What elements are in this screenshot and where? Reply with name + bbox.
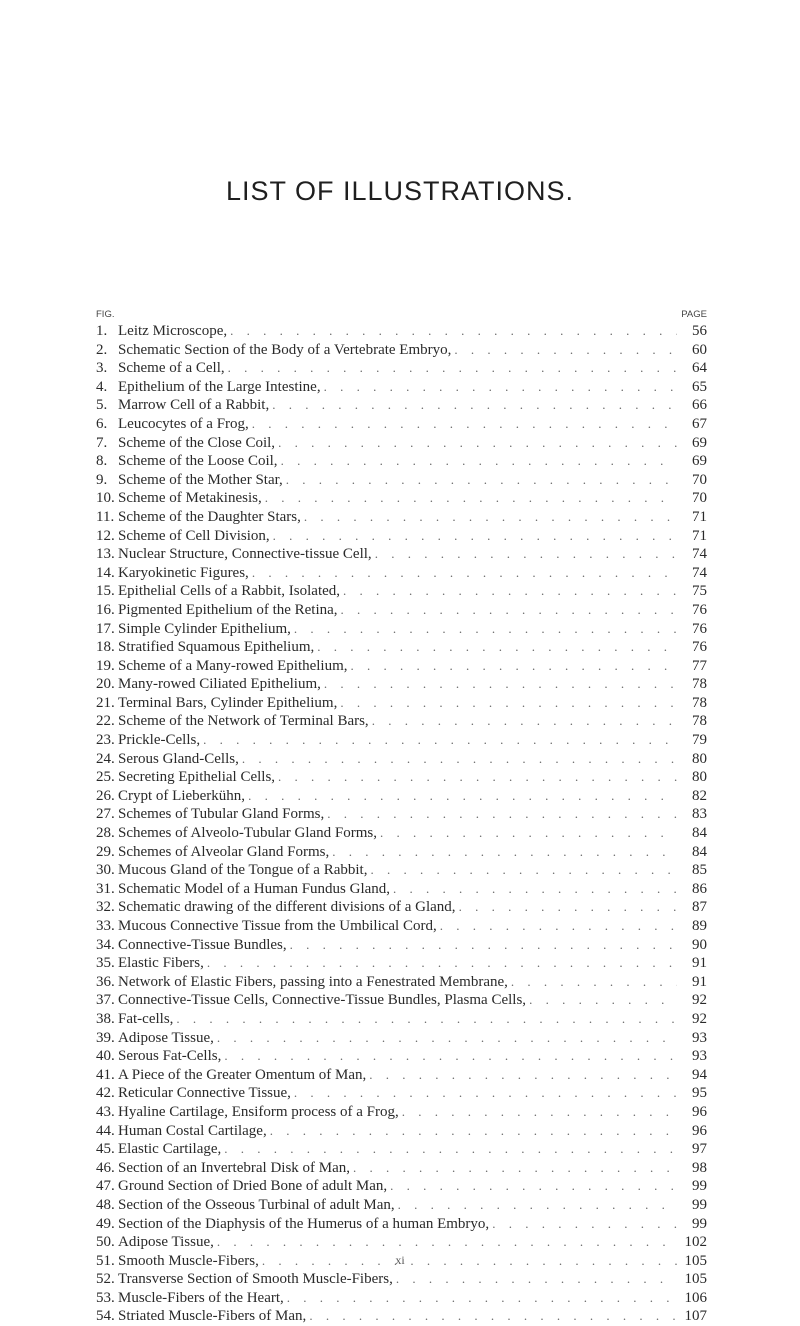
page-number: 77: [692, 657, 707, 674]
dot-leader: [317, 638, 677, 657]
figure-number: 37.: [96, 992, 115, 1009]
page-number: 78: [692, 694, 707, 711]
illustration-entry: [96, 1159, 707, 1178]
figure-title: Schematic drawing of the different divisions of a Gland,: [118, 899, 456, 916]
illustration-entry: [96, 396, 707, 415]
dot-leader: [396, 1270, 677, 1289]
page-number: 99: [692, 1178, 707, 1195]
figure-title: Hyaline Cartilage, Ensiform process of a Frog,: [118, 1103, 399, 1120]
dot-leader: [230, 322, 677, 341]
dot-leader: [380, 824, 677, 843]
illustration-entry: [96, 731, 707, 750]
illustration-entry: [96, 1084, 707, 1103]
figure-title: Many-rowed Ciliated Epithelium,: [118, 676, 321, 693]
figure-number: 45.: [96, 1141, 115, 1158]
page-number: 69: [692, 434, 707, 451]
dot-leader: [324, 378, 677, 397]
figure-title: Karyokinetic Figures,: [118, 564, 249, 581]
figure-number: 24.: [96, 750, 115, 767]
dot-leader: [375, 545, 677, 564]
figure-number: 54.: [96, 1308, 115, 1325]
figure-number: 8.: [96, 453, 108, 470]
illustration-entry: [96, 1140, 707, 1159]
page-number: 85: [692, 862, 707, 879]
illustration-entry: [96, 434, 707, 453]
figure-number: 7.: [96, 434, 108, 451]
illustration-entry: [96, 322, 707, 341]
dot-leader: [273, 527, 677, 546]
figure-title: Nuclear Structure, Connective-tissue Cell,: [118, 546, 372, 563]
figure-number: 47.: [96, 1178, 115, 1195]
illustration-entry: [96, 638, 707, 657]
dot-leader: [343, 582, 677, 601]
page-number: 56: [692, 323, 707, 339]
illustration-entry: [96, 359, 707, 378]
figure-title: Scheme of Cell Division,: [118, 527, 270, 544]
illustration-entry: [96, 1196, 707, 1215]
figure-title: Leucocytes of a Frog,: [118, 415, 249, 432]
illustration-entry: [96, 1047, 707, 1066]
page-number: 79: [692, 732, 707, 749]
dot-leader: [440, 917, 677, 936]
illustration-entry: [96, 620, 707, 639]
illustration-entry: [96, 1066, 707, 1085]
page-number: 76: [692, 639, 707, 656]
figure-title: Smooth Muscle-Fibers,: [118, 1252, 259, 1269]
figure-title: Scheme of the Daughter Stars,: [118, 508, 301, 525]
figure-number: 41.: [96, 1066, 115, 1083]
dot-leader: [207, 954, 677, 973]
page-number: 86: [692, 880, 707, 897]
page-number: 76: [692, 601, 707, 618]
figure-number: 48.: [96, 1196, 115, 1213]
dot-leader: [393, 880, 677, 899]
dot-leader: [270, 1122, 677, 1141]
figure-title: Schemes of Tubular Gland Forms,: [118, 806, 325, 823]
page-number: 70: [692, 490, 707, 507]
dot-leader: [351, 657, 677, 676]
illustration-entry: [96, 805, 707, 824]
figure-number: 14.: [96, 564, 115, 581]
page-column-header: PAGE: [681, 309, 707, 320]
figure-number: 25.: [96, 769, 115, 786]
figure-title: Mucous Gland of the Tongue of a Rabbit,: [118, 862, 368, 879]
dot-leader: [217, 1233, 677, 1252]
figure-title: Reticular Connective Tissue,: [118, 1085, 291, 1102]
figure-number: 30.: [96, 862, 115, 879]
dot-leader: [511, 973, 677, 992]
dot-leader: [203, 731, 677, 750]
figure-title: Crypt of Lieberkühn,: [118, 787, 246, 804]
figure-title: Epithelium of the Large Intestine,: [118, 378, 321, 395]
illustration-entry: [96, 1177, 707, 1196]
figure-number: 43.: [96, 1103, 115, 1120]
illustration-entry: [96, 564, 707, 583]
figure-title: Schemes of Alveolar Gland Forms,: [118, 843, 330, 860]
figure-title: Elastic Fibers,: [118, 955, 204, 972]
figure-title: Schematic Model of a Human Fundus Gland,: [118, 880, 391, 897]
page-folio: xi: [395, 1253, 405, 1267]
figure-number: 18.: [96, 639, 115, 656]
figure-number: 52.: [96, 1271, 115, 1288]
page-number: 71: [692, 508, 707, 525]
page-number: 84: [692, 843, 707, 860]
dot-leader: [228, 359, 677, 378]
illustration-entry: [96, 415, 707, 434]
dot-leader: [353, 1159, 677, 1178]
figure-title: Adipose Tissue,: [118, 1029, 214, 1046]
figure-title: Secreting Epithelial Cells,: [118, 769, 276, 786]
page-number: 71: [692, 527, 707, 544]
page-number: 78: [692, 676, 707, 693]
figure-title: Marrow Cell of a Rabbit,: [118, 397, 270, 414]
figure-title: Section of the Diaphysis of the Humerus of a human Embryo,: [118, 1215, 490, 1232]
page-number: 74: [692, 564, 707, 581]
dot-leader: [272, 396, 677, 415]
figure-title: Scheme of the Mother Star,: [118, 471, 283, 488]
page-number: 80: [692, 750, 707, 767]
figure-number: 2.: [96, 341, 108, 358]
dot-leader: [341, 601, 677, 620]
page-number: 99: [692, 1196, 707, 1213]
dot-leader: [265, 489, 677, 508]
illustration-entry: [96, 341, 707, 360]
figure-title: Network of Elastic Fibers, passing into a Fenestrated Membrane,: [118, 973, 508, 990]
dot-leader: [176, 1010, 677, 1029]
figure-number: 19.: [96, 657, 115, 674]
page-number: 60: [692, 341, 707, 358]
page-number: 93: [692, 1048, 707, 1065]
column-headers: [96, 309, 707, 321]
illustration-entry: [96, 1122, 707, 1141]
figure-number: 16.: [96, 601, 115, 618]
figure-number: 5.: [96, 397, 108, 414]
page-number: 67: [692, 415, 707, 432]
dot-leader: [332, 843, 677, 862]
page-number: 102: [684, 1234, 707, 1251]
figure-number: 6.: [96, 415, 108, 432]
illustration-entry: [96, 471, 707, 490]
illustration-entry: [96, 991, 707, 1010]
dot-leader: [324, 675, 677, 694]
figure-number: 51.: [96, 1252, 115, 1269]
figure-number: 17.: [96, 620, 115, 637]
dot-leader: [372, 712, 677, 731]
fig-column-header: FIG.: [96, 309, 115, 320]
figure-title: Scheme of a Cell,: [118, 360, 225, 377]
figure-number: 21.: [96, 694, 115, 711]
illustration-entry: [96, 1010, 707, 1029]
illustration-entry: [96, 545, 707, 564]
figure-title: Leitz Microscope,: [118, 323, 228, 339]
dot-leader: [454, 341, 677, 360]
figure-title: Schematic Section of the Body of a Vertebrate Embryo,: [118, 341, 452, 358]
illustration-entry: [96, 452, 707, 471]
illustration-entry: [96, 1103, 707, 1122]
dot-leader: [459, 898, 677, 917]
dot-leader: [248, 787, 677, 806]
illustration-entry: [96, 694, 707, 713]
illustration-entry: [96, 1215, 707, 1234]
dot-leader: [309, 1307, 677, 1326]
figure-title: Section of the Osseous Turbinal of adult Man,: [118, 1196, 395, 1213]
illustration-entry: [96, 712, 707, 731]
figure-number: 32.: [96, 899, 115, 916]
page-number: 94: [692, 1066, 707, 1083]
page-number: 96: [692, 1103, 707, 1120]
dot-leader: [242, 750, 677, 769]
figure-title: Muscle-Fibers of the Heart,: [118, 1289, 284, 1306]
illustration-entry: [96, 917, 707, 936]
page-number: 75: [692, 583, 707, 600]
figure-number: 11.: [96, 508, 115, 525]
page-number: 105: [684, 1271, 707, 1288]
dot-leader: [327, 805, 677, 824]
figure-number: 20.: [96, 676, 115, 693]
page-number: 92: [692, 1010, 707, 1027]
figure-number: 13.: [96, 546, 115, 563]
dot-leader: [529, 991, 677, 1010]
page-number: 90: [692, 936, 707, 953]
figure-title: Scheme of the Network of Terminal Bars,: [118, 713, 369, 730]
page-number: 70: [692, 471, 707, 488]
illustration-entry: [96, 936, 707, 955]
illustration-entry: [96, 489, 707, 508]
illustration-entry: [96, 1307, 707, 1326]
dot-leader: [252, 564, 677, 583]
dot-leader: [340, 694, 677, 713]
page-number: 80: [692, 769, 707, 786]
figure-title: Scheme of Metakinesis,: [118, 490, 262, 507]
page-number: 98: [692, 1159, 707, 1176]
figure-title: Connective-Tissue Cells, Connective-Tissue Bundles, Plasma Cells,: [118, 992, 527, 1009]
dot-leader: [294, 620, 677, 639]
figure-title: Ground Section of Dried Bone of adult Man,: [118, 1178, 388, 1195]
dot-leader: [402, 1103, 677, 1122]
illustration-entry: [96, 582, 707, 601]
figure-number: 34.: [96, 936, 115, 953]
illustration-entry: [96, 880, 707, 899]
page-number: 92: [692, 992, 707, 1009]
dot-leader: [369, 1066, 677, 1085]
dot-leader: [278, 768, 677, 787]
illustration-entry: [96, 1289, 707, 1308]
figure-number: 22.: [96, 713, 115, 730]
figure-number: 1.: [96, 323, 108, 339]
illustration-entry: [96, 657, 707, 676]
illustration-entry: [96, 675, 707, 694]
page-number: 89: [692, 918, 707, 934]
page-number: 91: [692, 955, 707, 972]
page-number: 78: [692, 713, 707, 730]
page-number: 84: [692, 825, 707, 842]
page-number: 64: [692, 360, 707, 377]
figure-number: 4.: [96, 378, 108, 395]
dot-leader: [294, 1084, 677, 1103]
figure-number: 35.: [96, 955, 115, 972]
figure-number: 40.: [96, 1048, 115, 1065]
figure-title: Pigmented Epithelium of the Retina,: [118, 601, 338, 618]
figure-number: 27.: [96, 806, 115, 823]
page-number: 93: [692, 1029, 707, 1046]
page-number: 83: [692, 806, 707, 823]
illustration-entry: [96, 378, 707, 397]
figure-number: 49.: [96, 1215, 115, 1232]
dot-leader: [252, 415, 677, 434]
page-number: 95: [692, 1085, 707, 1102]
figure-number: 29.: [96, 843, 115, 860]
dot-leader: [287, 1289, 677, 1308]
page-number: 69: [692, 453, 707, 470]
figure-title: Scheme of the Loose Coil,: [118, 453, 278, 470]
page-title: LIST OF ILLUSTRATIONS.: [225, 176, 575, 206]
page-number: 87: [692, 899, 707, 916]
figure-number: 3.: [96, 360, 108, 377]
figure-title: Section of an Invertebral Disk of Man,: [118, 1159, 351, 1176]
figure-title: Stratified Squamous Epithelium,: [118, 639, 315, 656]
figure-title: Striated Muscle-Fibers of Man,: [118, 1308, 307, 1325]
figure-title: Schemes of Alveolo-Tubular Gland Forms,: [118, 825, 378, 842]
illustration-entry: [96, 824, 707, 843]
figure-title: Scheme of a Many-rowed Epithelium,: [118, 657, 348, 674]
page-number: 76: [692, 620, 707, 637]
figure-title: Simple Cylinder Epithelium,: [118, 620, 291, 637]
dot-leader: [304, 508, 677, 527]
page-number: 105: [684, 1252, 707, 1269]
figure-number: 15.: [96, 583, 115, 600]
figure-title: Terminal Bars, Cylinder Epithelium,: [118, 694, 338, 711]
dot-leader: [370, 861, 677, 880]
figure-number: 12.: [96, 527, 115, 544]
figure-number: 23.: [96, 732, 115, 749]
figure-number: 46.: [96, 1159, 115, 1176]
dot-leader: [278, 434, 677, 453]
illustration-list: [96, 322, 707, 1326]
figure-title: Elastic Cartilage,: [118, 1141, 222, 1158]
figure-number: 9.: [96, 471, 108, 488]
figure-title: Transverse Section of Smooth Muscle-Fibers,: [118, 1271, 393, 1288]
figure-number: 26.: [96, 787, 115, 804]
figure-title: Serous Gland-Cells,: [118, 750, 239, 767]
dot-leader: [224, 1140, 677, 1159]
page-number: 91: [692, 973, 707, 990]
page-number: 96: [692, 1122, 707, 1139]
figure-title: Mucous Connective Tissue from the Umbilical Cord,: [118, 918, 437, 934]
figure-title: A Piece of the Greater Omentum of Man,: [118, 1066, 367, 1083]
figure-number: 39.: [96, 1029, 115, 1046]
figure-title: Serous Fat-Cells,: [118, 1048, 222, 1065]
illustration-entry: [96, 601, 707, 620]
page-number: 65: [692, 378, 707, 395]
figure-number: 31.: [96, 880, 115, 897]
dot-leader: [224, 1047, 677, 1066]
figure-number: 10.: [96, 490, 115, 507]
page-number: 74: [692, 546, 707, 563]
illustration-entry: [96, 861, 707, 880]
figure-number: 36.: [96, 973, 115, 990]
illustration-entry: [96, 768, 707, 787]
illustration-entry: [96, 1233, 707, 1252]
figure-number: 42.: [96, 1085, 115, 1102]
dot-leader: [217, 1029, 677, 1048]
figure-title: Fat-cells,: [118, 1010, 174, 1027]
figure-number: 53.: [96, 1289, 115, 1306]
figure-number: 50.: [96, 1234, 115, 1251]
page-number: 82: [692, 787, 707, 804]
page-number: 97: [692, 1141, 707, 1158]
illustration-entry: [96, 787, 707, 806]
illustration-entry: [96, 508, 707, 527]
illustration-entry: [96, 1270, 707, 1289]
figure-title: Prickle-Cells,: [118, 732, 201, 749]
figure-title: Human Costal Cartilage,: [118, 1122, 267, 1139]
figure-number: 28.: [96, 825, 115, 842]
illustration-entry: [96, 843, 707, 862]
figure-title: Connective-Tissue Bundles,: [118, 936, 287, 953]
page-number: 106: [684, 1289, 707, 1306]
figure-number: 33.: [96, 918, 115, 934]
figure-number: 38.: [96, 1010, 115, 1027]
dot-leader: [290, 936, 677, 955]
dot-leader: [286, 471, 677, 490]
figure-title: Scheme of the Close Coil,: [118, 434, 276, 451]
illustration-entry: [96, 527, 707, 546]
figure-title: Epithelial Cells of a Rabbit, Isolated,: [118, 583, 341, 600]
page-number: 66: [692, 397, 707, 414]
dot-leader: [390, 1177, 677, 1196]
illustration-entry: [96, 898, 707, 917]
figure-title: Adipose Tissue,: [118, 1234, 214, 1251]
figure-number: 44.: [96, 1122, 115, 1139]
illustration-entry: [96, 954, 707, 973]
illustration-entry: [96, 1029, 707, 1048]
page-number: 107: [684, 1308, 707, 1325]
illustration-entry: [96, 973, 707, 992]
illustration-entry: [96, 750, 707, 769]
dot-leader: [492, 1215, 677, 1234]
page-number: 99: [692, 1215, 707, 1232]
dot-leader: [281, 452, 677, 471]
dot-leader: [398, 1196, 677, 1215]
